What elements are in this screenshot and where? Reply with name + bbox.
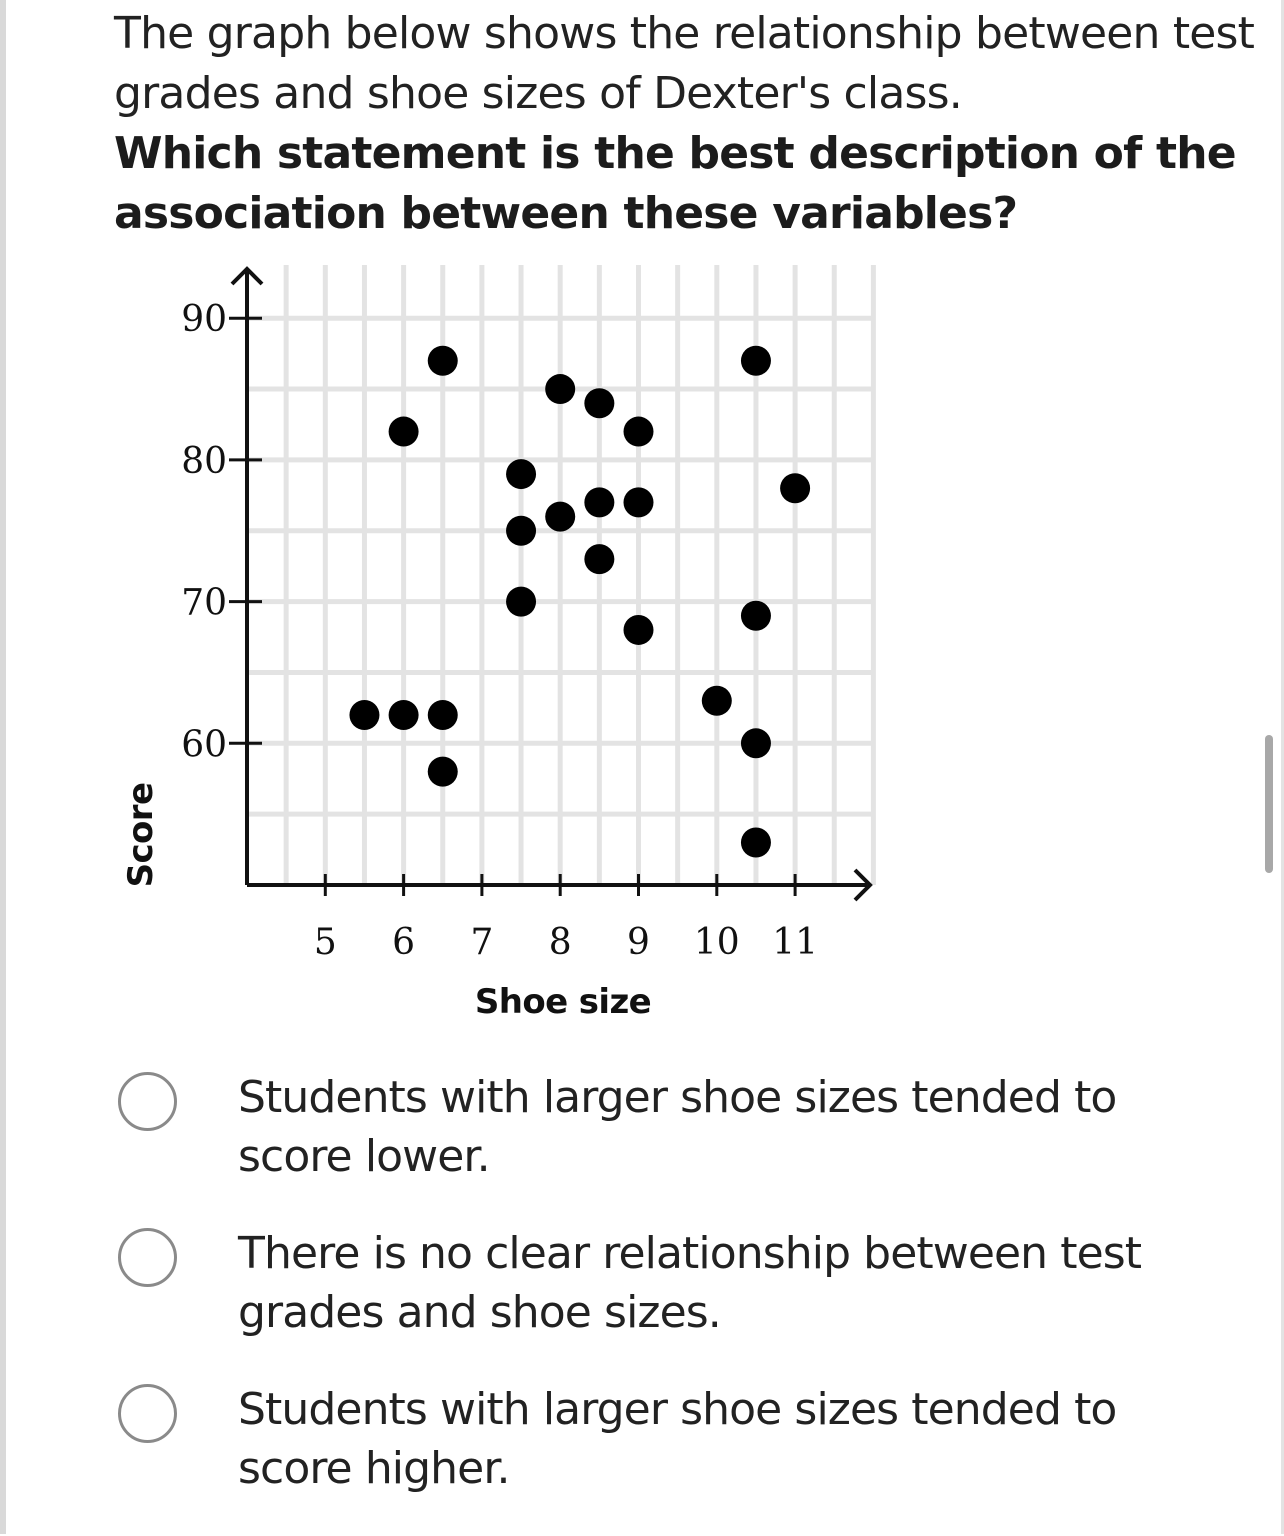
y-tick-label: 70 [181,582,227,624]
data-point [506,587,536,617]
question-prompt: Which statement is the best description of the association between these variables? [114,128,1236,239]
choice-label[interactable]: Students with larger shoe sizes tended to score lower. [238,1072,1117,1182]
choice-label[interactable]: Students with larger shoe sizes tended to score higher. [238,1384,1117,1494]
data-point [349,700,379,730]
data-point [741,346,771,376]
data-point [545,374,575,404]
x-tick-label: 7 [470,922,494,963]
y-tick-label: 90 [181,299,227,341]
choice-option[interactable] [0,1380,1284,1536]
x-tick-label: 8 [548,922,572,963]
data-point [545,502,575,532]
x-tick-label: 9 [627,922,650,963]
data-point [584,388,614,418]
answer-choices [0,1068,1284,1536]
y-tick-label: 60 [181,724,227,766]
x-tick-label: 5 [313,922,337,963]
data-point [428,346,458,376]
data-point [624,615,654,645]
x-tick-label: 6 [392,922,416,963]
data-point [741,728,771,758]
choice-option[interactable] [0,1068,1284,1224]
chart-grid [247,265,874,885]
y-tick-label: 80 [181,440,227,482]
data-point [741,601,771,631]
data-point [389,700,419,730]
radio-button[interactable] [118,1384,177,1443]
data-point [702,686,732,716]
x-tick-label: 11 [772,922,819,963]
scrollbar-thumb[interactable] [1265,735,1273,873]
data-point [389,417,419,447]
y-axis-title: Score [121,782,161,888]
choice-option[interactable] [0,1224,1284,1380]
data-point [506,459,536,489]
question-intro: The graph below shows the relationship between test grades and shoe sizes of Dexter's class. [114,8,1255,119]
data-point [780,473,810,503]
data-point [428,700,458,730]
chart-ticks [181,299,818,963]
data-point [624,487,654,517]
question-text [114,4,1264,244]
x-tick-label: 10 [693,922,740,963]
radio-button[interactable] [118,1228,177,1287]
choice-label[interactable]: There is no clear relationship between test grades and shoe sizes. [238,1228,1142,1338]
data-point [584,487,614,517]
data-point [741,827,771,857]
x-axis-title: Shoe size [474,982,652,1022]
data-point [428,757,458,787]
scatter-plot [110,258,890,1028]
radio-button[interactable] [118,1072,177,1131]
data-point [624,417,654,447]
data-point [584,544,614,574]
data-point [506,516,536,546]
